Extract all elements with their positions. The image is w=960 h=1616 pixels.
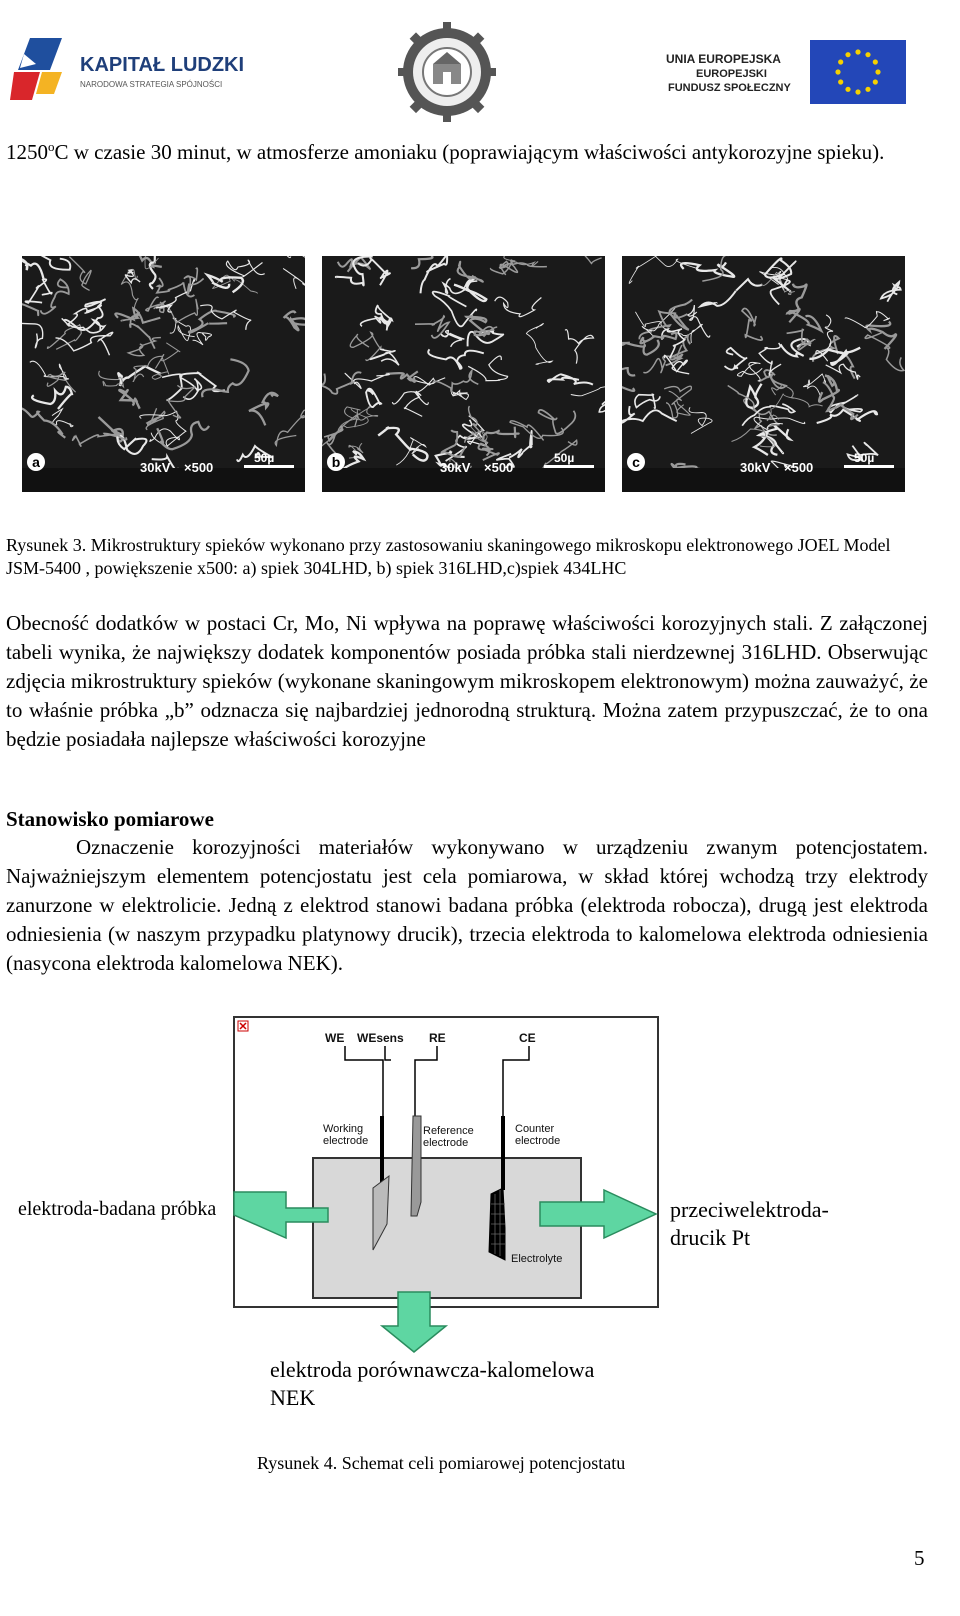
- micrograph-scale-label: 50µ: [854, 451, 875, 465]
- micrograph-letter: a: [32, 454, 40, 470]
- terminal-label-re: RE: [429, 1031, 446, 1045]
- micrograph-kv: 30kV: [740, 460, 771, 475]
- section-heading: Stanowisko pomiarowe: [6, 807, 214, 831]
- working-label-1: Working: [323, 1123, 364, 1135]
- header-logo-left: [10, 34, 260, 104]
- reference-electrode: [411, 1116, 421, 1216]
- counter-label-1: Counter: [515, 1123, 555, 1135]
- reference-label-2: electrode: [423, 1137, 469, 1149]
- label-counter-2: drucik Pt: [670, 1225, 751, 1250]
- micrograph-kv: 30kV: [140, 460, 171, 475]
- figure3-caption: Rysunek 3. Mikrostruktury spieków wykonano przy zastosowaniu skaningowego mikroskopu elektronowego JOEL Model JSM-5400 , powiększenie x500: a) spiek 304LHD, b) spiek 316LHD,c)spiek 434LHC: [6, 535, 891, 578]
- micrograph-row: [22, 256, 906, 494]
- kapital-ludzki-emblem-icon: [10, 34, 70, 104]
- electrolyte-bath: [313, 1158, 581, 1298]
- cell-diagram-svg: [233, 1016, 659, 1308]
- eu-line2: EUROPEJSKI: [696, 68, 767, 80]
- header-logo-center: [398, 22, 496, 122]
- counter-label-2: electrode: [515, 1135, 561, 1147]
- micrograph-scale-label: 50µ: [554, 451, 575, 465]
- label-working-sample: elektroda-badana próbka: [18, 1198, 217, 1220]
- working-electrode-rod: [380, 1116, 384, 1188]
- micrograph-scale-bar: [544, 465, 594, 468]
- paragraph-2: Oznaczenie korozyjności materiałów wykonywano w urządzeniu zwanym potencjostatem. Najważniejszym elementem potencjostatu jest cela pomiarowa, w skład której wchodzą trzy elektrody zanurzone w elektrolicie. Jedną z elektrod stanowi badana próbka (elektroda robocza), drugą jest elektroda odniesienia (w naszym przypadku platynowy drucik), trzecia elektroda to kalomelowa elektroda odniesienia (nasycona elektroda kalomelowa NEK).: [6, 835, 928, 975]
- eu-line3: FUNDUSZ SPOŁECZNY: [668, 82, 791, 94]
- terminal-label-ce: CE: [519, 1031, 536, 1045]
- electrolyte-label: Electrolyte: [511, 1253, 563, 1265]
- micrograph-magnification: ×500: [484, 460, 514, 475]
- school-gear-emblem-icon: [398, 22, 496, 122]
- intro-temp: 1250: [6, 140, 48, 164]
- working-label-2: electrode: [323, 1135, 369, 1147]
- page-number: 5: [914, 1546, 925, 1570]
- cell-diagram: [233, 1016, 659, 1308]
- intro-paragraph: [6, 132, 928, 167]
- micrograph-c: [622, 256, 905, 492]
- micrograph-scale-bar: [844, 465, 894, 468]
- micrograph-letter: c: [632, 454, 640, 470]
- label-counter-1: przeciwelektroda-: [670, 1197, 829, 1222]
- label-reference-1: elektroda porównawcza-kalomelowa: [270, 1357, 595, 1382]
- eu-flag-icon: [810, 40, 906, 104]
- intro-degree-sup: o: [48, 139, 55, 154]
- micrograph-a: [22, 256, 305, 492]
- micrograph-b: [322, 256, 605, 492]
- eu-line1: UNIA EUROPEJSKA: [666, 52, 781, 66]
- micrograph-magnification: ×500: [184, 460, 214, 475]
- terminal-label-we: WE: [325, 1031, 345, 1045]
- kapital-ludzki-subtitle: NARODOWA STRATEGIA SPÓJNOŚCI: [80, 80, 223, 89]
- reference-label-1: Reference: [423, 1125, 474, 1137]
- micrograph-scale-label: 50µ: [254, 451, 275, 465]
- terminal-label-wesens: WEsens: [357, 1031, 404, 1045]
- micrograph-letter: b: [331, 454, 341, 470]
- header-logo-right: [666, 40, 916, 104]
- micrograph-magnification: ×500: [784, 460, 814, 475]
- micrograph-kv: 30kV: [440, 460, 471, 475]
- counter-electrode-rod: [501, 1116, 505, 1190]
- figure4-caption: Rysunek 4. Schemat celi pomiarowej potencjostatu: [257, 1453, 626, 1473]
- paragraph-1: Obecność dodatków w postaci Cr, Mo, Ni wpływa na poprawę właściwości korozyjnych stali. Z załączonej tabeli wynika, że największy dodatek komponentów posiada próbka stali nierdzewnej 316LHD. Obserwując zdjęcia mikrostruktury spieków (wykonane skaningowym mikroskopem elektronowym) można zauważyć, że to właśnie próbka „b” odznacza się najbardziej jednorodną strukturą. Można zatem przypuszczać, że to ona będzie posiadała najlepsze właściwości korozyjne: [6, 611, 928, 751]
- label-reference-2: NEK: [270, 1385, 316, 1410]
- intro-rest: C w czasie 30 minut, w atmosferze amoniaku (poprawiającym właściwości antykorozyjne spieku).: [54, 140, 885, 164]
- kapital-ludzki-title: KAPITAŁ LUDZKI: [80, 54, 245, 76]
- micrograph-scale-bar: [244, 465, 294, 468]
